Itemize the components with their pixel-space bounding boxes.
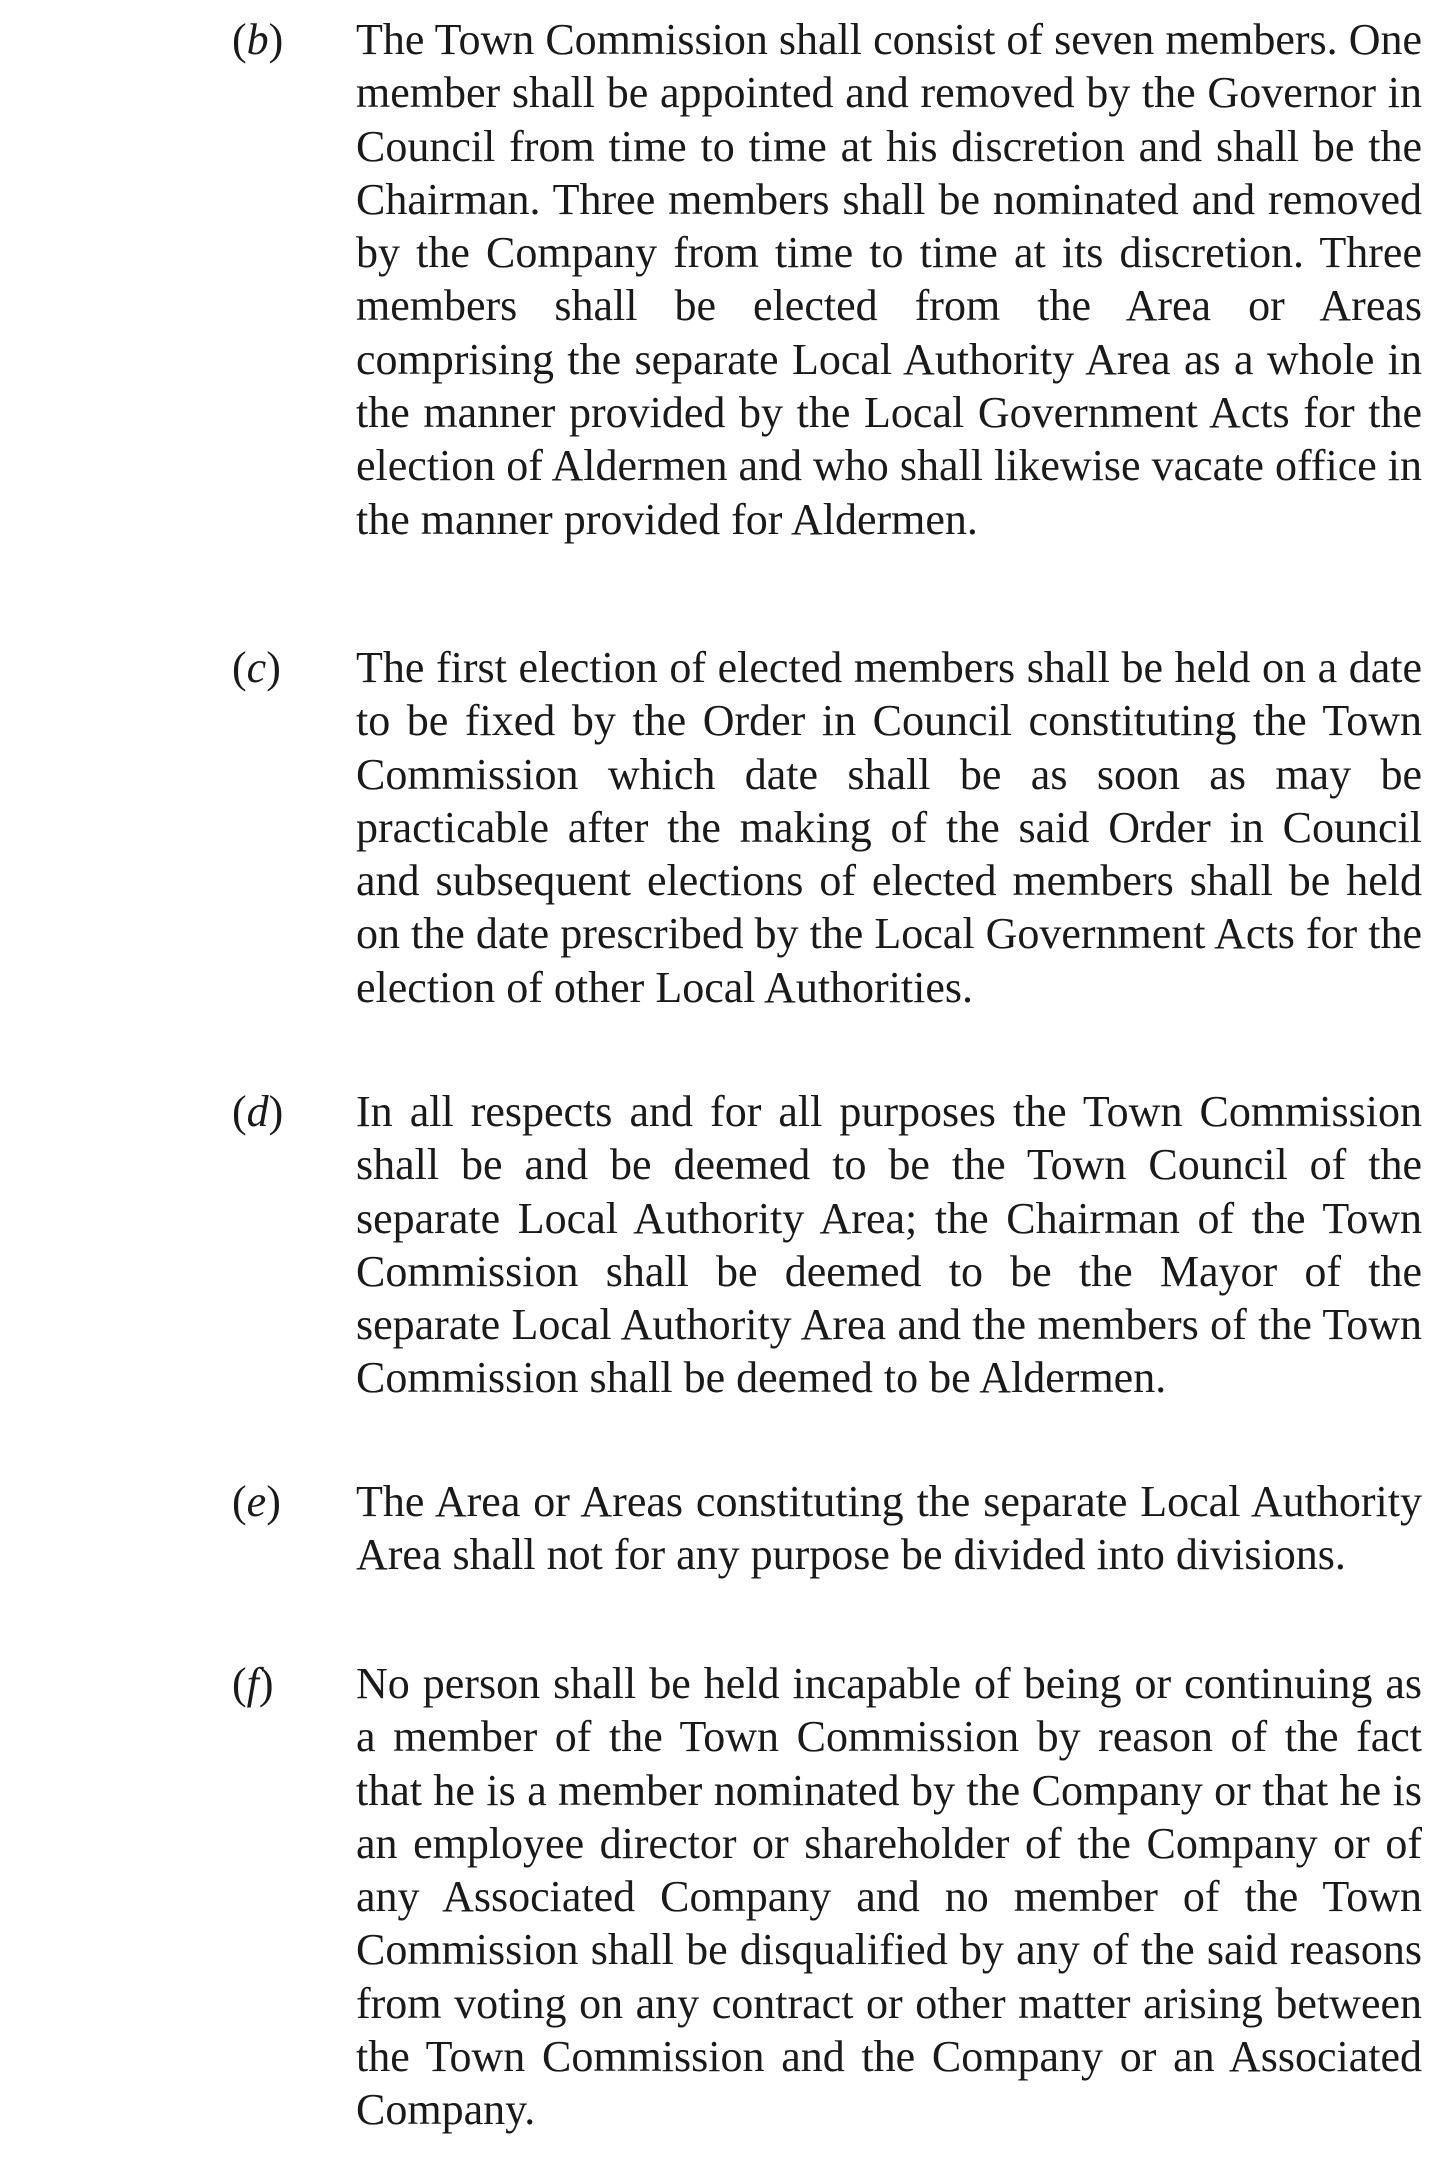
clause-label: (b) [232,15,284,64]
clause-text: The first election of elected members shall be held on a date to be fixed by the Order in Council constituting the Town Commission which date shall be as soon as may be practicable after the making of the said Order in Council and subsequent elections of elected members shall be held on the date prescribed by the Local Government Acts for the election of other Local Authorities. [356,643,1422,1012]
clause-label: (f) [232,1659,274,1708]
clause-text: No person shall be held incapable of being or continuing as a member of the Town Commission by reason of the fact that he is a member nominated by the Company or that he is an employee director or shareholder of the Company or of any Associated Company and no member of the Town Commission shall be disqualified by any of the said reasons from voting on any contract or other matter arising between the Town Commission and the Company or an Associated Company. [356,1659,1422,2135]
clause-label: (e) [232,1477,281,1526]
clause-label: (c) [232,643,281,692]
clause-text: In all respects and for all purposes the Town Commission shall be and be deemed to be the Town Council of the separate Local Authority Area; the Chairman of the Town Commission shall be deemed to be the Mayor of the separate Local Authority Area and the members of the Town Commission shall be deemed to be Aldermen. [356,1087,1422,1403]
clause-text: The Town Commission shall consist of seven members. One member shall be appointed and removed by the Governor in Council from time to time at his discretion and shall be the Chairman. Three members shall be nominated and removed by the Company from time to time at its discretion. Three members shall be elected from the Area or Areas comprising the separate Local Authority Area as a whole in the manner provided by the Local Government Acts for the election of Aldermen and who shall likewise vacate office in the manner provided for Aldermen. [356,15,1422,544]
clause-label: (d) [232,1087,284,1136]
clause-text: The Area or Areas constituting the separate Local Authority Area shall not for any purpose be divided into divisions. [356,1477,1422,1580]
